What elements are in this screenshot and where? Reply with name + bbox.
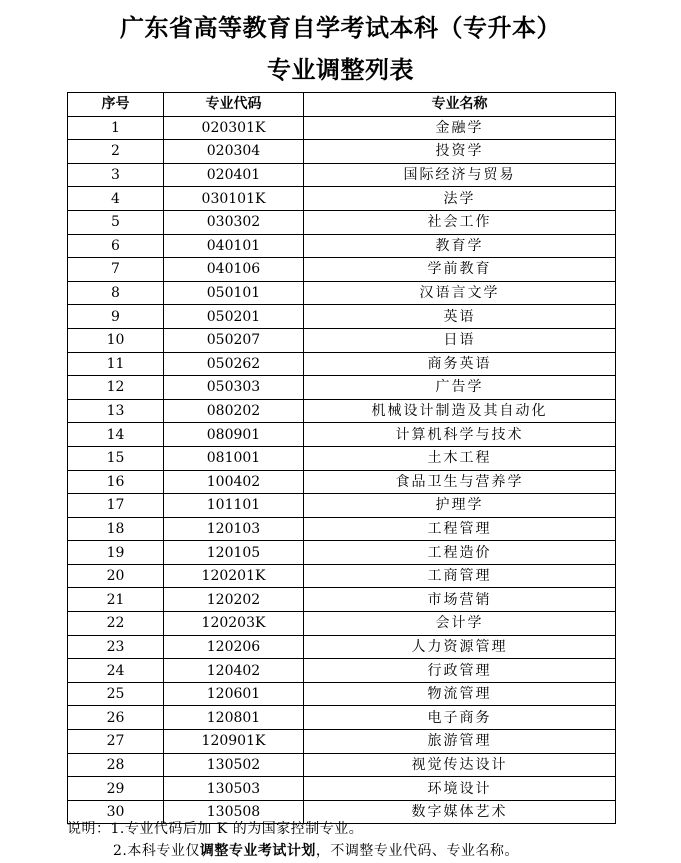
cell-major-name: 社会工作 <box>304 210 616 234</box>
note-line-2 <box>67 840 667 862</box>
cell-major-name: 行政管理 <box>304 659 616 683</box>
table-header-row <box>68 93 616 117</box>
table-row <box>68 541 616 565</box>
cell-major-code: 120801 <box>164 706 304 730</box>
cell-major-name: 数字媒体艺术 <box>304 800 616 824</box>
cell-serial-number: 3 <box>68 163 164 187</box>
table-body <box>68 116 616 824</box>
cell-serial-number: 15 <box>68 446 164 470</box>
cell-major-code: 120402 <box>164 659 304 683</box>
cell-serial-number: 22 <box>68 612 164 636</box>
cell-major-name: 护理学 <box>304 494 616 518</box>
cell-serial-number: 26 <box>68 706 164 730</box>
cell-serial-number: 8 <box>68 281 164 305</box>
cell-serial-number: 20 <box>68 564 164 588</box>
cell-major-code: 120201K <box>164 564 304 588</box>
table-row <box>68 564 616 588</box>
table-row <box>68 753 616 777</box>
cell-major-code: 080901 <box>164 423 304 447</box>
table-row <box>68 163 616 187</box>
cell-major-name: 广告学 <box>304 376 616 400</box>
cell-major-name: 机械设计制造及其自动化 <box>304 399 616 423</box>
table-row <box>68 210 616 234</box>
table-row <box>68 328 616 352</box>
cell-major-name: 工程管理 <box>304 517 616 541</box>
cell-major-code: 020304 <box>164 140 304 164</box>
cell-serial-number: 28 <box>68 753 164 777</box>
cell-serial-number: 23 <box>68 635 164 659</box>
cell-major-code: 130502 <box>164 753 304 777</box>
table-row <box>68 612 616 636</box>
cell-serial-number: 13 <box>68 399 164 423</box>
cell-major-code: 120103 <box>164 517 304 541</box>
cell-major-name: 工商管理 <box>304 564 616 588</box>
cell-serial-number: 21 <box>68 588 164 612</box>
table-row <box>68 352 616 376</box>
cell-major-code: 030302 <box>164 210 304 234</box>
cell-serial-number: 7 <box>68 258 164 282</box>
table-row <box>68 399 616 423</box>
major-adjustment-table <box>67 92 616 824</box>
cell-serial-number: 24 <box>68 659 164 683</box>
note-2-suffix: ，不调整专业代码、专业名称。 <box>315 843 519 859</box>
cell-serial-number: 11 <box>68 352 164 376</box>
cell-major-name: 视觉传达设计 <box>304 753 616 777</box>
table-row <box>68 187 616 211</box>
cell-major-code: 050201 <box>164 305 304 329</box>
table-row <box>68 682 616 706</box>
table-row <box>68 423 616 447</box>
cell-serial-number: 12 <box>68 376 164 400</box>
cell-major-name: 食品卫生与营养学 <box>304 470 616 494</box>
document-subtitle: 专业调整列表 <box>267 56 414 84</box>
cell-major-name: 商务英语 <box>304 352 616 376</box>
note-line-1: 说明：1.专业代码后加 K 的为国家控制专业。 <box>67 821 364 837</box>
cell-major-name: 投资学 <box>304 140 616 164</box>
table-row <box>68 588 616 612</box>
cell-serial-number: 19 <box>68 541 164 565</box>
cell-major-name: 英语 <box>304 305 616 329</box>
table-row <box>68 777 616 801</box>
cell-major-code: 050101 <box>164 281 304 305</box>
cell-major-code: 040101 <box>164 234 304 258</box>
cell-major-code: 130503 <box>164 777 304 801</box>
header-serial-number: 序号 <box>68 93 164 117</box>
note-2-prefix: 2.本科专业仅 <box>113 843 200 859</box>
cell-major-code: 100402 <box>164 470 304 494</box>
cell-major-name: 旅游管理 <box>304 730 616 754</box>
table-row <box>68 706 616 730</box>
cell-major-code: 050207 <box>164 328 304 352</box>
cell-serial-number: 14 <box>68 423 164 447</box>
table-row <box>68 635 616 659</box>
cell-major-name: 国际经济与贸易 <box>304 163 616 187</box>
cell-major-code: 020401 <box>164 163 304 187</box>
cell-major-name: 人力资源管理 <box>304 635 616 659</box>
cell-major-name: 土木工程 <box>304 446 616 470</box>
cell-serial-number: 4 <box>68 187 164 211</box>
document-title: 广东省高等教育自学考试本科（专升本） <box>120 14 561 42</box>
table-row <box>68 258 616 282</box>
table-row <box>68 305 616 329</box>
table-row <box>68 494 616 518</box>
cell-serial-number: 10 <box>68 328 164 352</box>
cell-major-code: 120105 <box>164 541 304 565</box>
note-2-emphasis: 调整专业考试计划 <box>199 843 316 859</box>
table-row <box>68 470 616 494</box>
cell-major-name: 金融学 <box>304 116 616 140</box>
cell-major-name: 会计学 <box>304 612 616 636</box>
cell-major-name: 汉语言文学 <box>304 281 616 305</box>
cell-major-name: 工程造价 <box>304 541 616 565</box>
cell-serial-number: 5 <box>68 210 164 234</box>
cell-major-name: 计算机科学与技术 <box>304 423 616 447</box>
cell-major-code: 020301K <box>164 116 304 140</box>
cell-major-name: 市场营销 <box>304 588 616 612</box>
table-row <box>68 116 616 140</box>
cell-major-code: 120206 <box>164 635 304 659</box>
cell-serial-number: 29 <box>68 777 164 801</box>
notes-section <box>67 818 667 862</box>
cell-major-code: 050303 <box>164 376 304 400</box>
table-row <box>68 234 616 258</box>
table-row <box>68 140 616 164</box>
cell-major-name: 日语 <box>304 328 616 352</box>
cell-major-code: 030101K <box>164 187 304 211</box>
cell-major-name: 物流管理 <box>304 682 616 706</box>
cell-serial-number: 30 <box>68 800 164 824</box>
table-row <box>68 281 616 305</box>
cell-major-code: 120202 <box>164 588 304 612</box>
cell-major-code: 081001 <box>164 446 304 470</box>
table-row <box>68 446 616 470</box>
table-row <box>68 659 616 683</box>
cell-serial-number: 18 <box>68 517 164 541</box>
table-row <box>68 517 616 541</box>
cell-major-code: 130508 <box>164 800 304 824</box>
cell-major-code: 120203K <box>164 612 304 636</box>
header-major-name: 专业名称 <box>304 93 616 117</box>
cell-major-code: 120601 <box>164 682 304 706</box>
cell-major-name: 电子商务 <box>304 706 616 730</box>
cell-major-code: 050262 <box>164 352 304 376</box>
cell-major-name: 环境设计 <box>304 777 616 801</box>
cell-major-name: 学前教育 <box>304 258 616 282</box>
cell-major-code: 101101 <box>164 494 304 518</box>
cell-serial-number: 25 <box>68 682 164 706</box>
cell-serial-number: 2 <box>68 140 164 164</box>
cell-major-code: 080202 <box>164 399 304 423</box>
cell-serial-number: 17 <box>68 494 164 518</box>
cell-serial-number: 1 <box>68 116 164 140</box>
header-major-code: 专业代码 <box>164 93 304 117</box>
cell-serial-number: 16 <box>68 470 164 494</box>
cell-serial-number: 27 <box>68 730 164 754</box>
table-row <box>68 730 616 754</box>
cell-major-name: 教育学 <box>304 234 616 258</box>
table-row <box>68 376 616 400</box>
cell-serial-number: 9 <box>68 305 164 329</box>
cell-major-code: 040106 <box>164 258 304 282</box>
cell-major-name: 法学 <box>304 187 616 211</box>
cell-serial-number: 6 <box>68 234 164 258</box>
cell-major-code: 120901K <box>164 730 304 754</box>
